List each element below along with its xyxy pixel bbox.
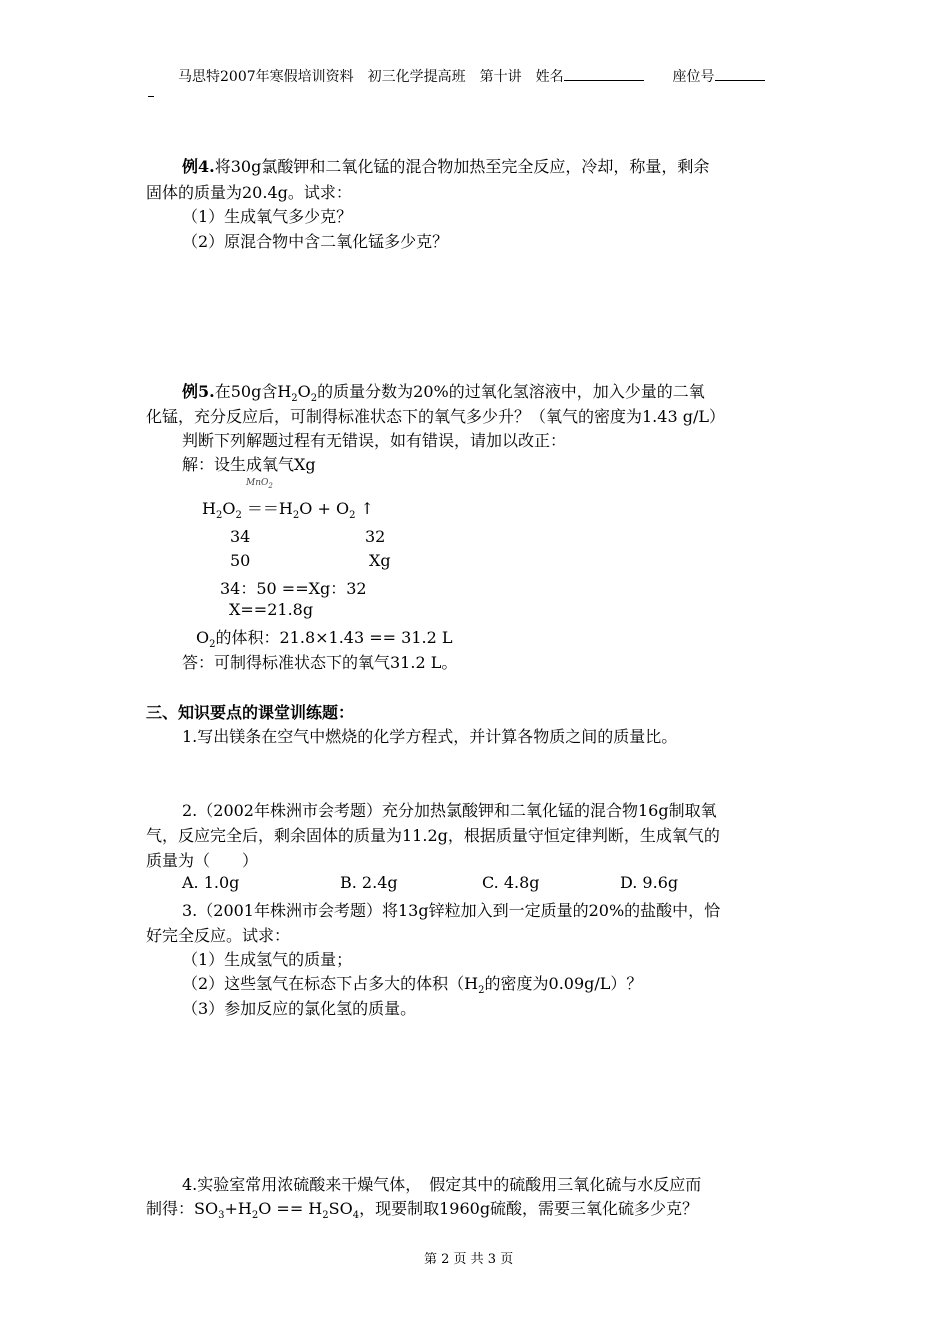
ex4-label: 例4.: [182, 157, 215, 176]
header-text: 马思特2007年寒假培训资料 初三化学提高班 第十讲 姓名: [178, 69, 564, 85]
p3q2-b: 2: [478, 985, 485, 997]
ex4-text1: 将30g氯酸钾和二氧化锰的混合物加热至完全反应，冷却，称量，剩余: [214, 157, 710, 176]
option-a: A. 1.0g: [182, 873, 240, 892]
seat-label: 座位号: [672, 69, 715, 85]
name-blank: [564, 68, 644, 81]
problem3-q3: （3）参加反应的氯化氢的质量。: [182, 999, 417, 1018]
problem3-line2: 好完全反应。试求：: [146, 926, 291, 945]
option-b: B. 2.4g: [340, 873, 398, 892]
p3q2-a: （2）这些氢气在标态下占多大的体积（H: [182, 974, 479, 993]
ex5-sub2: 2: [310, 393, 318, 405]
p4-h: 4: [352, 1210, 360, 1222]
p4-d: 2: [251, 1210, 259, 1222]
gas-arrow-icon: ↑: [360, 499, 374, 518]
p4-i: ，现要制取1960g硫酸，需要三氧化硫多少克？: [359, 1199, 699, 1218]
option-c: C. 4.8g: [482, 873, 540, 892]
ex5-line1: [182, 379, 705, 404]
problem1: 1.写出镁条在空气中燃烧的化学方程式，并计算各物质之间的质量比。: [182, 727, 678, 746]
ex4-q1: （1）生成氧气多少克？: [182, 207, 353, 226]
catalyst-label: [246, 478, 273, 490]
eq-a: H: [202, 499, 216, 518]
problem3-line1: 3.（2001年株洲市会考题）将13g锌粒加入到一定质量的20%的盐酸中，恰: [182, 901, 721, 920]
eq-d: 2: [235, 510, 242, 522]
mass-x: Ⅹg: [369, 551, 391, 570]
vol-a: O: [196, 628, 210, 647]
ex4-line2: 固体的质量为20.4g。试求：: [146, 183, 352, 202]
ex5-line3: 判断下列解题过程有无错误，如有错误，请加以改正：: [182, 431, 567, 450]
ex5-sub1: 2: [291, 393, 298, 405]
mass-34: 34: [230, 527, 251, 546]
mass-50: 50: [230, 551, 251, 570]
option-d: D. 9.6g: [620, 873, 679, 892]
ex5-text1a: 在50g含H: [214, 382, 292, 401]
problem3-q2: [182, 971, 642, 996]
p4-e: O == H: [258, 1199, 323, 1218]
eq-c: O: [222, 499, 236, 518]
answer-line: 答：可制得标准状态下的氧气31.2 L。: [182, 653, 458, 672]
ex5-text1e: 的质量分数为20%的过氧化氢溶液中，加入少量的二氧: [317, 382, 705, 401]
header-underscore-mark: [148, 96, 154, 97]
problem2-line3: 质量为（ ）: [146, 851, 259, 870]
ex4-q2: （2）原混合物中含二氧化锰多少克？: [182, 232, 449, 251]
eq-f: 2: [292, 510, 300, 522]
ex5-text1c: O: [297, 382, 311, 401]
decomposition-equation: [202, 496, 374, 521]
p4-c: +H: [224, 1199, 252, 1218]
p3q2-c: 的密度为0.09g/L）？: [484, 974, 643, 993]
mass-32: 32: [365, 527, 386, 546]
p4-a: 制得：SO: [146, 1199, 219, 1218]
ratio-line: 34：50 ==Ⅹg：32: [220, 579, 367, 598]
page-footer: 第 2 页 共 3 页: [424, 1252, 514, 1267]
ex5-line2: 化锰，充分反应后，可制得标准状态下的氧气多少升？（氧气的密度为1.43 g/L）: [146, 407, 725, 426]
problem2-line2: 气，反应完全后，剩余固体的质量为11.2g，根据质量守恒定律判断，生成氧气的: [146, 826, 720, 845]
catalyst-text: MnO: [246, 478, 269, 488]
eq-g: O + O: [299, 499, 350, 518]
problem4-line1: 4.实验室常用浓硫酸来干燥气体， 假定其中的硫酸用三氧化硫与水反应而: [182, 1175, 702, 1194]
volume-line: [196, 625, 452, 650]
problem4-line2: [146, 1196, 698, 1221]
p4-g: SO: [328, 1199, 353, 1218]
page-header: [178, 66, 765, 86]
catalyst-sub: 2: [268, 481, 273, 490]
x-value: Ⅹ==21.8g: [229, 600, 314, 619]
ex5-label: 例5.: [182, 382, 215, 401]
p4-f: 2: [322, 1210, 329, 1222]
seat-blank: [715, 68, 765, 81]
ex4-line1: [182, 154, 709, 177]
eq-h: 2: [349, 510, 356, 522]
vol-c: 的体积：21.8×1.43 == 31.2 L: [215, 628, 453, 647]
problem2-line1: 2.（2002年株洲市会考题）充分加热氯酸钾和二氧化锰的混合物16g制取氧: [182, 801, 717, 820]
problem3-q1: （1）生成氢气的质量；: [182, 950, 353, 969]
ex5-solution-intro: 解：设生成氧气Ⅹg: [182, 455, 316, 474]
vol-b: 2: [209, 639, 216, 651]
section3-title: 三、知识要点的课堂训练题：: [146, 703, 355, 722]
eq-e: ＝＝H: [246, 499, 293, 518]
eq-b: 2: [215, 510, 223, 522]
p4-b: 3: [218, 1210, 225, 1222]
